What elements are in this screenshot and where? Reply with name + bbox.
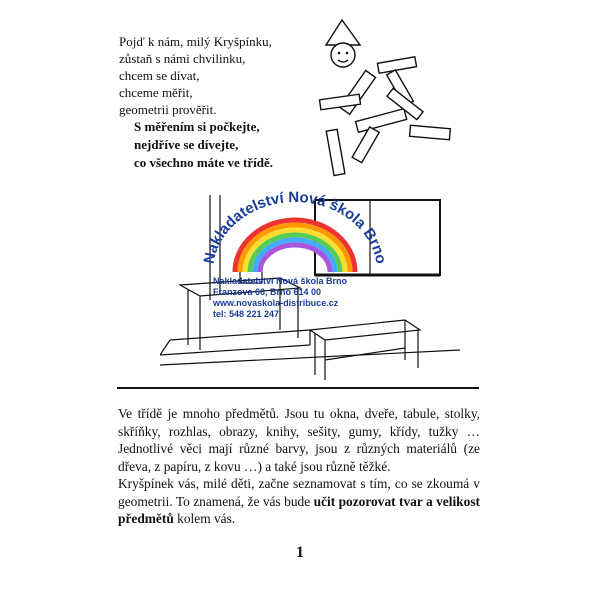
poem-line: geometrii prověřit. [119, 102, 217, 117]
stamp-line: Nakladatelství Nová škola Brno [213, 276, 348, 286]
paragraph [118, 475, 480, 528]
section-divider [117, 387, 479, 389]
emphasis-text [134, 118, 273, 172]
poem-line: chceme měřit, [119, 85, 193, 100]
kryspinek-figure-illustration [300, 15, 480, 185]
body-text [118, 405, 480, 528]
poem-line: Pojď k nám, milý Kryšpínku, [119, 34, 272, 49]
paragraph: Ve třídě je mnoho předmětů. Jsou tu okna, dveře, tabule, stolky, skříňky, rozhlas, obrazy, knihy, sešity, gumy, křídy, tužky … Jednotlivé věci mají různé barvy, jsou z různých materiálů (ze dřeva, z papíru, z kovu …) a také jsou různě těžké. [118, 406, 480, 474]
stamp-line: tel: 548 221 247 [213, 309, 280, 319]
emphasis-line: co všechno máte ve třídě. [134, 155, 273, 170]
emphasis-line: nejdříve se dívejte, [134, 137, 239, 152]
poem [119, 33, 272, 118]
paragraph-text: kolem vás. [173, 511, 236, 526]
stamp-arc-text: Nakladatelství Nová škola Brno [200, 190, 390, 266]
publisher-watermark [195, 190, 395, 330]
rainbow-logo [195, 190, 395, 290]
poem-line: zůstaň s námi chvilinku, [119, 51, 246, 66]
emphasis-line: S měřením si počkejte, [134, 119, 260, 134]
stamp-line: Franzova 66, Brno 614 00 [213, 287, 322, 297]
paragraph-text: Kryšpínek vás, milé děti, začne seznamovat s tím, co se zkoumá v geometrii. To znamená, že vás bude [118, 476, 480, 509]
stamp-line: www.novaskola-distribuce.cz [213, 298, 339, 308]
paragraph-bold-text: učit pozorovat tvar a velikost předmětů [118, 493, 480, 526]
page-number: 1 [296, 544, 304, 561]
poem-line: chcem se dívat, [119, 68, 200, 83]
